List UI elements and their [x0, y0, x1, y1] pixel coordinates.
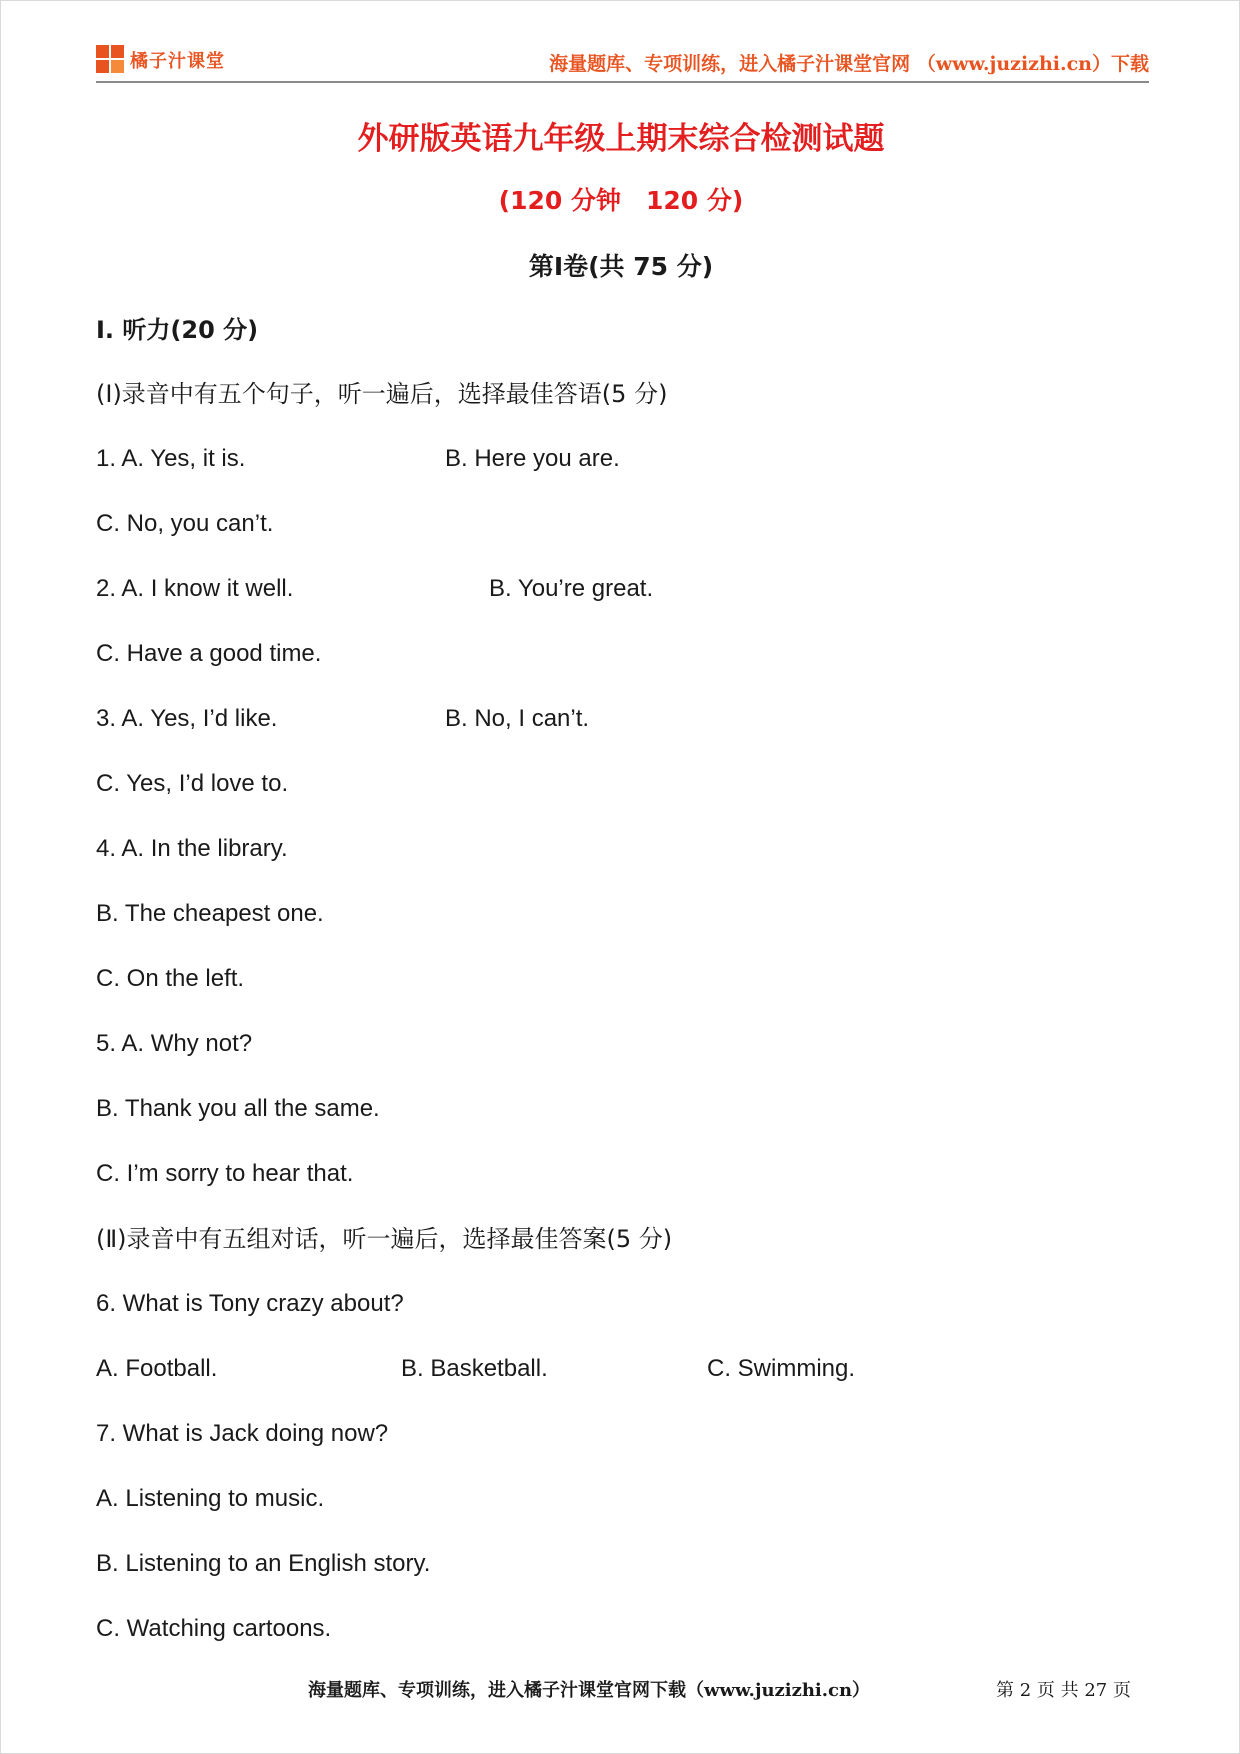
part1-instruction: (Ⅰ)录音中有五个句子，听一遍后，选择最佳答语(5 分): [96, 380, 668, 408]
part2-instruction: (Ⅱ)录音中有五组对话，听一遍后，选择最佳答案(5 分): [96, 1225, 673, 1253]
question-3-option-a: 3. A. Yes, I’d like.: [96, 705, 278, 732]
section-heading-listening: Ⅰ. 听力(20 分): [96, 316, 259, 344]
exam-title: 外研版英语九年级上期末综合检测试题: [357, 121, 885, 157]
question-1-option-a: 1. A. Yes, it is.: [96, 445, 246, 472]
question-4-option-a: 4. A. In the library.: [96, 835, 288, 862]
logo-text: 橘子汁课堂: [130, 51, 225, 72]
question-1-option-b: B. Here you are.: [445, 445, 620, 472]
question-5-option-a: 5. A. Why not?: [96, 1030, 253, 1057]
question-2-option-c: C. Have a good time.: [96, 640, 322, 667]
question-7-option-c: C. Watching cartoons.: [96, 1615, 332, 1642]
header-divider: [96, 81, 1149, 83]
footer-slogan[interactable]: 海量题库、专项训练，进入橘子汁课堂官网下载（www.juzizhi.cn）: [308, 1680, 871, 1701]
page-number: 第 2 页 共 27 页: [996, 1680, 1131, 1701]
question-4-option-c: C. On the left.: [96, 965, 245, 992]
page-header: [96, 45, 1149, 79]
question-5-option-b: B. Thank you all the same.: [96, 1095, 380, 1122]
question-6-option-a: A. Football.: [96, 1355, 218, 1382]
question-7-option-a: A. Listening to music.: [96, 1485, 325, 1512]
exam-duration-score: (120 分钟 120 分): [498, 186, 744, 215]
volume-heading: 第Ⅰ卷(共 75 分): [528, 252, 714, 281]
header-slogan[interactable]: 海量题库、专项训练，进入橘子汁课堂官网 （www.juzizhi.cn）下载: [549, 53, 1149, 75]
question-6-stem: 6. What is Tony crazy about?: [96, 1290, 404, 1317]
logo-icon: [96, 45, 126, 75]
question-3-option-c: C. Yes, I’d love to.: [96, 770, 289, 797]
question-2-option-b: B. You’re great.: [489, 575, 654, 602]
question-5-option-c: C. I’m sorry to hear that.: [96, 1160, 354, 1187]
question-7-stem: 7. What is Jack doing now?: [96, 1420, 389, 1447]
question-7-option-b: B. Listening to an English story.: [96, 1550, 431, 1577]
question-1-option-c: C. No, you can’t.: [96, 510, 274, 537]
question-2-option-a: 2. A. I know it well.: [96, 575, 294, 602]
question-3-option-b: B. No, I can’t.: [445, 705, 590, 732]
question-4-option-b: B. The cheapest one.: [96, 900, 324, 927]
question-6-option-b: B. Basketball.: [401, 1355, 548, 1382]
question-6-option-c: C. Swimming.: [707, 1355, 856, 1382]
brand-logo[interactable]: [96, 45, 225, 75]
